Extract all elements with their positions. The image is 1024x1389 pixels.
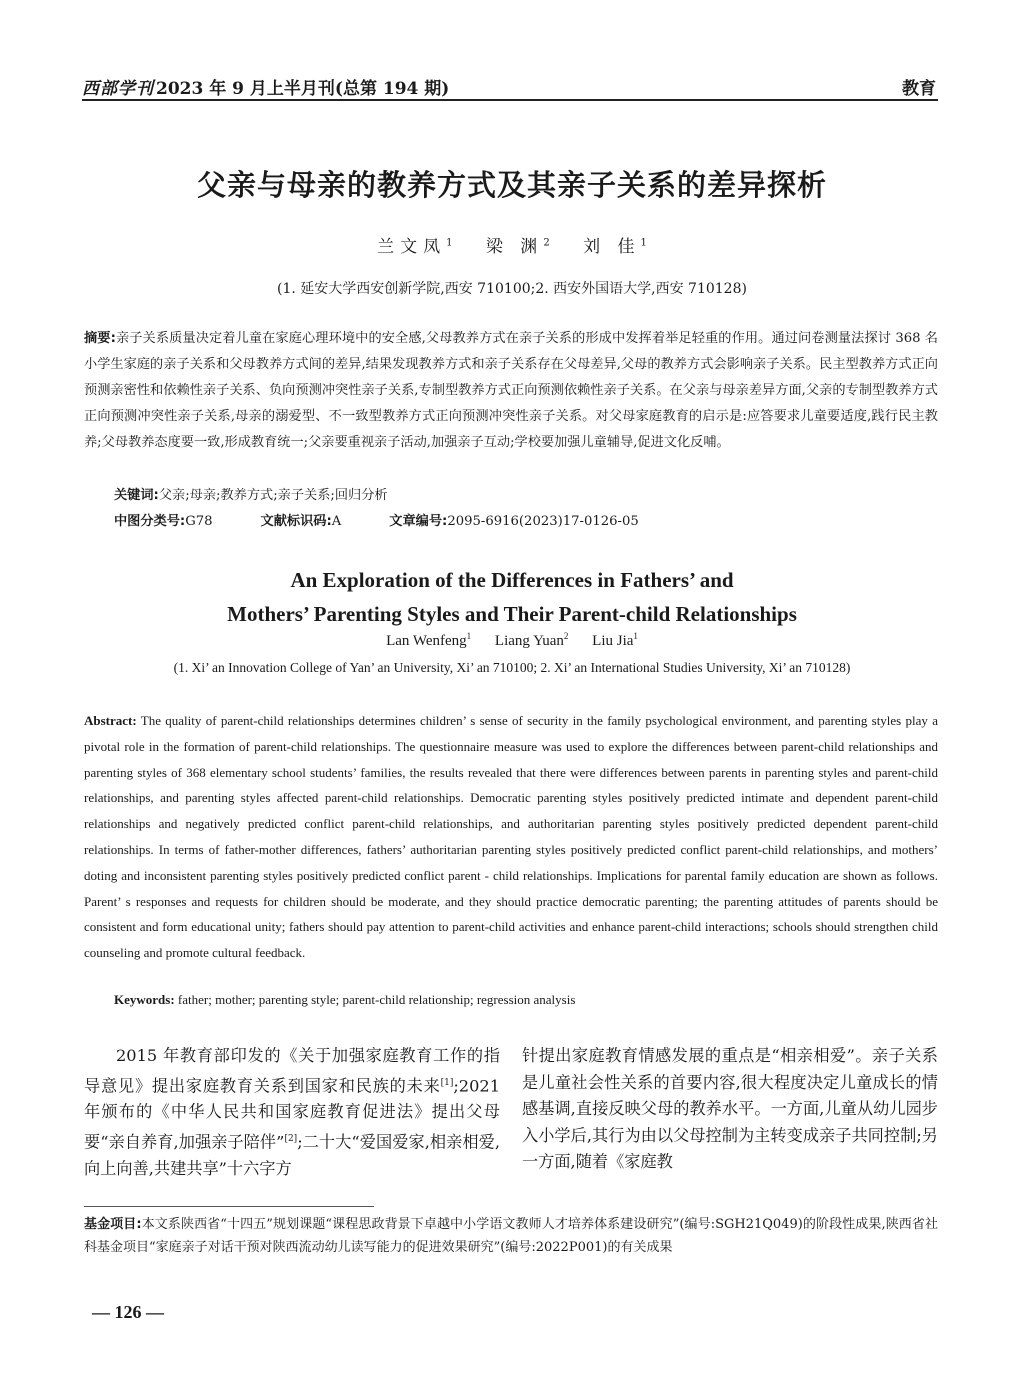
affiliation-cn: (1. 延安大学西安创新学院,西安 710100;2. 西安外国语大学,西安 710128) (277, 281, 747, 297)
keywords-text-en: father; mother; parenting style; parent-child relationship; regression analysis (177, 992, 576, 1007)
paper-title-en (0, 563, 1024, 631)
abstract-label-en: Abstract: (84, 713, 137, 728)
citation-ref: [1] (440, 1077, 454, 1088)
paper-title-en-line1: An Exploration of the Differences in Fathers’ and (290, 568, 734, 592)
page-number: — 126 — (92, 1302, 164, 1322)
body-column-left (84, 1043, 500, 1182)
keywords-en (114, 992, 575, 1008)
funding-footnote (84, 1213, 938, 1259)
section-label: 教育 (902, 79, 936, 99)
body-text: ;2021 年颁布的《中华人民共和国家庭教育促进法》提出父母要“亲自养育,加强亲子陪伴” (84, 1075, 500, 1152)
paper-title-en-line2: Mothers’ Parenting Styles and Their Parent-child Relationships (227, 602, 797, 626)
doc-code-label: 文献标识码: (260, 514, 332, 529)
funding-label: 基金项目: (84, 1217, 142, 1232)
body-text: 针提出家庭教育情感发展的重点是“相亲相爱”。亲子关系是儿童社会性关系的首要内容,很大程度决定儿童成长的情感基调,直接反映父母的教养水平。一方面,儿童从幼儿园步入小学后,其行为由以父母控制为主转变成亲子共同控制;另一方面,随着《家庭教 (522, 1046, 938, 1171)
journal-logo: 西部学刊 (82, 79, 154, 99)
funding-text: 本文系陕西省“十四五”规划课题“课程思政背景下卓越中小学语文教师人才培养体系建设研究”(编号:SGH21Q049)的阶段性成果,陕西省社科基金项目“家庭亲子对话干预对陕西流动幼儿读写能力的促进效果研究”(编号:2022P001)的有关成果 (84, 1217, 938, 1255)
abstract-cn (84, 326, 938, 456)
author-en: Liu Jia$^1$ (592, 631, 638, 649)
abstract-label-cn: 摘要: (84, 331, 116, 346)
header-rule (82, 99, 938, 101)
abstract-text-cn: 亲子关系质量决定着儿童在家庭心理环境中的安全感,父母教养方式在亲子关系的形成中发挥着举足轻重的作用。通过问卷测量法探讨 368 名小学生家庭的亲子关系和父母教养方式间的差异,结果发现教养方式和亲子关系存在父母差异,父母的教养方式会影响亲子关系。民主型教养方式正向预测亲密性和依赖性亲子关系、负向预测冲突性亲子关系,专制型教养方式正向预测依赖性亲子关系。在父亲与母亲差异方面,父亲的专制型教养方式正向预测冲突性亲子关系,母亲的溺爱型、不一致型教养方式正向预测冲突性亲子关系。对父母家庭教育的启示是:应答要求儿童要适度,践行民主教养;父母教养态度要一致,形成教育统一;父亲要重视亲子活动,加强亲子互动;学校要加强儿童辅导,促进文化反哺。 (84, 331, 938, 450)
body-text: 2015 年教育部印发的《关于加强家庭教育工作的指导意见》提出家庭教育关系到国家和民族的未来 (84, 1046, 500, 1095)
article-number-label: 文章编号: (389, 514, 448, 529)
abstract-en (84, 708, 938, 966)
abstract-text-en: The quality of parent-child relationships determines children’ s sense of security in the family psychological environment, and parenting styles play a pivotal role in the formation of parent-child relationships. The questionnaire measure was used to explore the differences between parent-child relationships and parenting styles of 368 elementary school students’ families, the results revealed that there were differences between parents in parenting styles and parent-child relationships, and parenting styles affected parent-child relationships. Democratic parenting styles positively predicted intimate and dependent parent-child relationships and negatively predicted conflict parent-child relationships, and authoritarian parenting styles positively predicted dependent parent-child relationships. In terms of father-mother differences, fathers’ authoritarian parenting styles positively predicted conflict parent-child relationships, and mothers’ doting and inconsistent parenting styles positively predicted conflict parent - child relationships. Implications for parental family education are shown as follows. Parent’ s responses and requests for children should be moderate, and they should practice democratic parenting; the parenting attitudes of parents should be consistent and form educational unity; fathers should pay attention to parent-child activities and enhance parent-child interactions; schools should strengthen child counseling and promote cultural feedback. (84, 713, 938, 961)
affiliation-en: (1. Xi’ an Innovation College of Yan’ an University, Xi’ an 710100; 2. Xi’ an International Studies University, Xi’ an 710128) (173, 660, 851, 675)
article-number-value: 2095-6916(2023)17-0126-05 (447, 514, 639, 529)
doc-code-value: A (331, 514, 342, 529)
author-list-cn (0, 232, 1024, 257)
body-column-right (522, 1043, 938, 1176)
keywords-label-en: Keywords: (114, 992, 175, 1007)
class-label: 中图分类号: (114, 514, 186, 529)
running-header-journal (82, 74, 449, 99)
author-en: Lan Wenfeng$^1$ (386, 631, 472, 649)
author-list-en (0, 631, 1024, 650)
class-value: G78 (185, 514, 213, 529)
journal-issue: 2023 年 9 月上半月刊(总第 194 期) (156, 79, 450, 99)
body-text: ;二十大“爱国爱家,相亲相爱,向上向善,共建共享”十六字方 (84, 1132, 500, 1178)
classification-line (114, 510, 639, 529)
citation-ref: [2] (284, 1133, 298, 1144)
author-cn: 兰文凤$^1$ (377, 237, 453, 257)
author-cn: 梁 渊$^2$ (485, 237, 550, 257)
keywords-cn (114, 484, 388, 503)
keywords-label-cn: 关键词: (114, 488, 159, 503)
footnote-rule (84, 1206, 374, 1207)
paper-title-cn: 父亲与母亲的教养方式及其亲子关系的差异探析 (196, 168, 827, 202)
keywords-text-cn: 父亲;母亲;教养方式;亲子关系;回归分析 (158, 488, 388, 503)
author-cn: 刘 佳$^1$ (583, 237, 647, 257)
author-en: Liang Yuan$^2$ (494, 631, 569, 649)
